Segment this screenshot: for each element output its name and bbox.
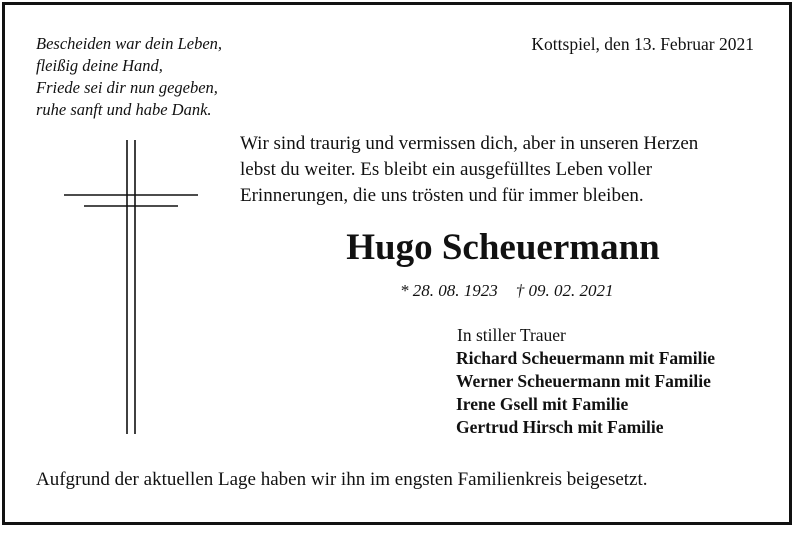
poem — [36, 33, 222, 121]
intro-line: lebst du weiter. Es bleibt ein ausgefülltes Leben voller — [240, 159, 653, 180]
intro-line: Erinnerungen, die uns trösten und für immer bleiben. — [240, 185, 644, 206]
mourner-family: Gertrud Hirsch mit Familie — [456, 417, 664, 437]
life-dates — [400, 280, 614, 302]
mourners-block — [456, 324, 715, 439]
poem-line: Bescheiden war dein Leben, — [36, 34, 223, 53]
deceased-name: Hugo Scheuermann — [346, 227, 660, 268]
birth-date: * 28. 08. 1923 — [400, 281, 498, 300]
mourner-family: Richard Scheuermann mit Familie — [456, 348, 716, 368]
intro-text — [240, 131, 698, 209]
mourner-family: Irene Gsell mit Familie — [456, 394, 629, 414]
mourners-heading: In stiller Trauer — [457, 325, 566, 345]
cross-icon — [64, 140, 198, 434]
closing-note: Aufgrund der aktuellen Lage haben wir ihn im engsten Familienkreis beigesetzt. — [36, 469, 648, 490]
poem-line: ruhe sanft und habe Dank. — [36, 100, 212, 119]
poem-line: Friede sei dir nun gegeben, — [36, 78, 218, 97]
intro-line: Wir sind traurig und vermissen dich, aber in unseren Herzen — [240, 133, 699, 154]
poem-line: fleißig deine Hand, — [36, 56, 163, 75]
place-and-date: Kottspiel, den 13. Februar 2021 — [531, 34, 754, 54]
mourner-family: Werner Scheuermann mit Familie — [456, 371, 711, 391]
death-date: † 09. 02. 2021 — [515, 281, 614, 300]
